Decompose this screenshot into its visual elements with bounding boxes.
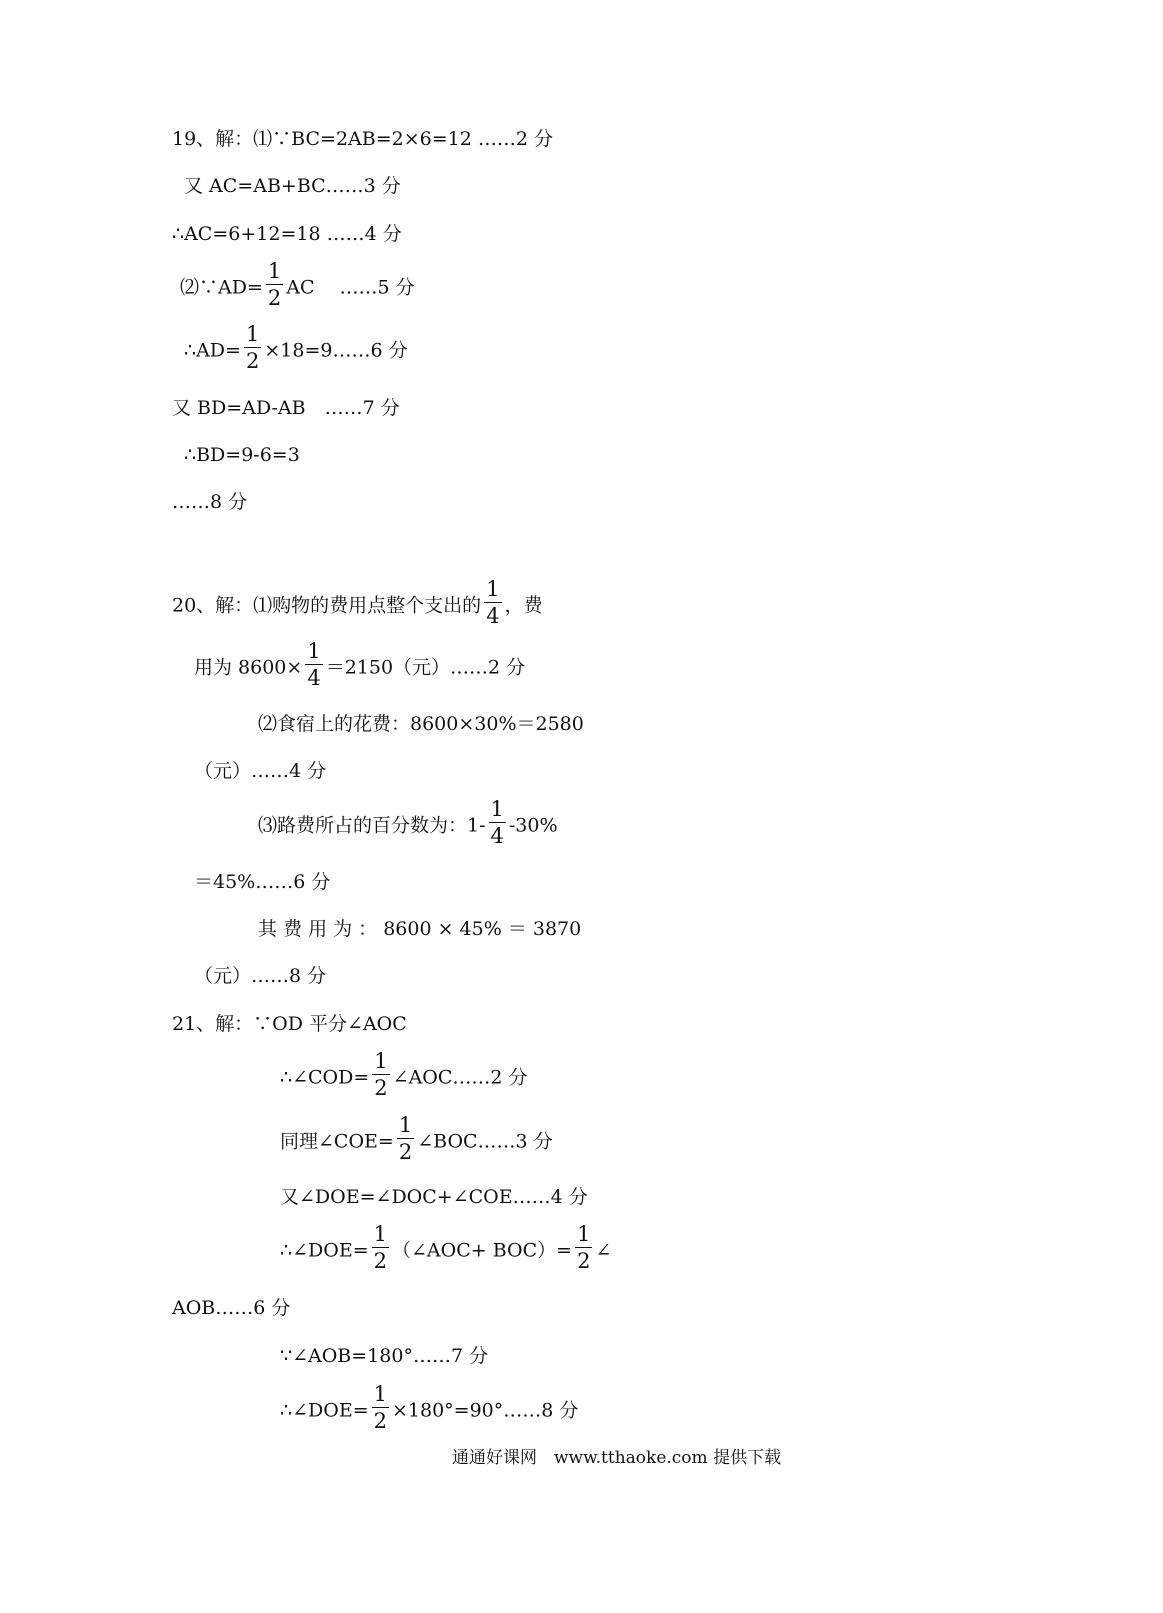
p19-line-5-text-end: ×18=9……6 分 xyxy=(264,339,408,362)
denominator: 2 xyxy=(577,1249,591,1273)
fraction-quarter xyxy=(489,796,506,849)
p19-line-2: 又 AC=AB+BC……3 分 xyxy=(184,175,401,197)
fraction-half xyxy=(372,1048,389,1101)
p20-line-3: ⑵食宿上的花费：8600×30%＝2580 xyxy=(258,713,584,735)
p19-line-1: 19、解：⑴∵BC=2AB=2×6=12 ……2 分 xyxy=(172,128,554,150)
fraction-quarter xyxy=(305,638,322,691)
p20-line-5 xyxy=(258,797,558,853)
p21-line-3-text-end: ∠BOC……3 分 xyxy=(417,1130,553,1153)
numerator: 1 xyxy=(577,1222,591,1246)
denominator: 4 xyxy=(307,666,321,690)
p21-line-8-text: ∴∠DOE= xyxy=(280,1399,369,1422)
p19-line-8: ……8 分 xyxy=(172,491,248,513)
fraction-quarter xyxy=(484,576,501,629)
numerator: 1 xyxy=(374,1049,388,1073)
p21-line-2-text-end: ∠AOC……2 分 xyxy=(392,1066,528,1089)
p20-line-2 xyxy=(194,639,526,695)
denominator: 2 xyxy=(373,1249,387,1273)
p21-line-7: ∵∠AOB=180°……7 分 xyxy=(280,1345,489,1367)
p21-line-5-text-mid: （∠AOC+ BOC）= xyxy=(391,1239,573,1262)
denominator: 4 xyxy=(490,824,504,848)
p19-line-5-text: ∴AD= xyxy=(184,339,241,362)
denominator: 2 xyxy=(398,1140,413,1164)
p19-line-3: ∴AC=6+12=18 ……4 分 xyxy=(172,223,402,245)
page-footer: 通通好课网 www.tthaoke.com 提供下载 xyxy=(452,1448,782,1468)
p19-line-4-text-end: AC ……5 分 xyxy=(286,276,415,299)
denominator: 2 xyxy=(267,286,282,310)
p21-line-5 xyxy=(280,1222,612,1278)
denominator: 2 xyxy=(374,1076,388,1100)
p19-line-6: 又 BD=AD-AB ……7 分 xyxy=(172,397,400,419)
denominator: 2 xyxy=(245,349,260,373)
fraction-half xyxy=(372,1221,389,1274)
numerator: 1 xyxy=(490,797,504,821)
p20-line-7: 其 费 用 为 ： 8600 × 45% ＝ 3870 xyxy=(258,918,582,940)
fraction-half xyxy=(372,1381,389,1434)
p21-line-2 xyxy=(280,1049,528,1105)
p20-line-1 xyxy=(172,577,543,633)
p20-line-1-text-end: ，费 xyxy=(504,594,543,617)
numerator: 1 xyxy=(307,639,321,663)
numerator: 1 xyxy=(373,1382,387,1406)
p20-line-1-text: 20、解：⑴购物的费用点整个支出的 xyxy=(172,594,482,617)
numerator: 1 xyxy=(486,577,500,601)
numerator: 1 xyxy=(245,322,260,346)
p20-line-8: （元）……8 分 xyxy=(194,965,327,987)
fraction-half xyxy=(575,1221,592,1274)
p21-line-4: 又∠DOE=∠DOC+∠COE……4 分 xyxy=(280,1186,588,1208)
denominator: 2 xyxy=(373,1409,387,1433)
p19-line-4 xyxy=(180,259,415,315)
p20-line-5-text-end: -30% xyxy=(508,814,558,837)
denominator: 4 xyxy=(486,604,500,628)
p19-line-7: ∴BD=9-6=3 xyxy=(184,444,300,466)
p21-line-5-text-end: ∠ xyxy=(595,1239,612,1262)
p19-line-4-text: ⑵∵AD= xyxy=(180,276,263,299)
numerator: 1 xyxy=(398,1113,413,1137)
p21-line-6: AOB……6 分 xyxy=(172,1297,291,1319)
numerator: 1 xyxy=(267,259,282,283)
p20-line-2-text: 用为 8600× xyxy=(194,656,303,679)
p21-line-3 xyxy=(280,1113,553,1169)
p21-line-2-text: ∴∠COD= xyxy=(280,1066,370,1089)
p19-line-5 xyxy=(184,322,408,378)
numerator: 1 xyxy=(373,1222,387,1246)
p21-line-5-text: ∴∠DOE= xyxy=(280,1239,369,1262)
p20-line-5-text: ⑶路费所占的百分数为：1- xyxy=(258,814,486,837)
p21-line-1: 21、解：∵OD 平分∠AOC xyxy=(172,1013,407,1035)
p21-line-3-text: 同理∠COE= xyxy=(280,1130,394,1153)
p21-line-8-text-end: ×180°=90°……8 分 xyxy=(391,1399,579,1422)
p20-line-4: （元）……4 分 xyxy=(194,760,327,782)
p21-line-8 xyxy=(280,1382,579,1438)
fraction-half xyxy=(397,1112,414,1165)
fraction-half xyxy=(266,258,283,311)
fraction-half xyxy=(244,321,261,374)
p20-line-6: ＝45%……6 分 xyxy=(194,871,331,893)
p20-line-2-text-end: ＝2150（元）……2 分 xyxy=(325,656,526,679)
